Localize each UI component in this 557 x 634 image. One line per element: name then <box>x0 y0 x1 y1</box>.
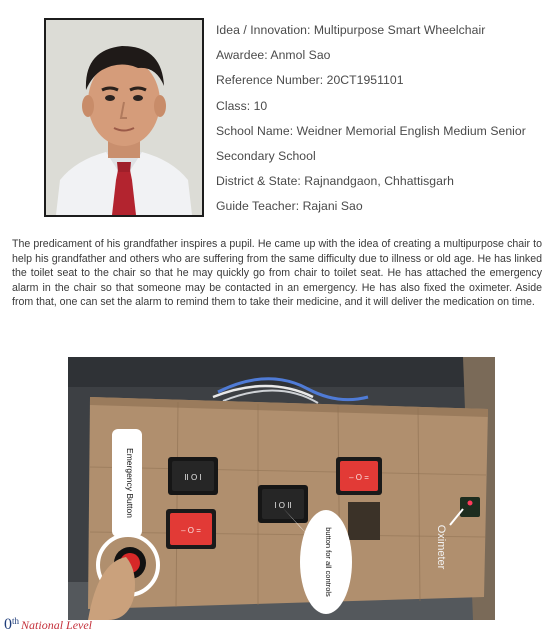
oximeter-label: Oximeter <box>435 524 447 570</box>
switch-label-3: – O = <box>349 473 369 482</box>
switch-label-4: – O = <box>181 526 201 535</box>
student-photo <box>46 20 202 215</box>
awardee-portrait <box>44 18 204 217</box>
prototype-illustration <box>68 357 495 620</box>
guide-line: Guide Teacher: Rajani Sao <box>216 199 363 214</box>
school-line-continued: Secondary School <box>216 148 316 163</box>
district-line: District & State: Rajnandgaon, Chhattisgarh <box>216 174 454 189</box>
switch-label-2: I O II <box>274 501 292 510</box>
controls-label: button for all controls <box>324 527 333 597</box>
footer-script-text: National Level <box>21 618 93 632</box>
idea-line: Idea / Innovation: Multipurpose Smart Wheelchair <box>216 23 486 37</box>
innovation-summary: The predicament of his grandfather inspires a pupil. He came up with the idea of creating a multipurpose chair to help his grandfather and others who are suffering from the same difficulty due to illness or old age. He has linked the toilet seat to the chair so that he may quickly go from chair to toilet seat. He has attached the emergency alarm in the chair so that someone may be contacted in an emergency. He has also fixed the oximeter. Aside from that, one can set the alarm to remind them to take their medicine, and it will deliver the medication on time. <box>12 238 542 309</box>
switch-label-1: II O I <box>184 473 202 482</box>
reference-line: Reference Number: 20CT1951101 <box>216 73 404 88</box>
awardee-details <box>216 18 551 220</box>
emergency-label: Emergency Button <box>125 448 135 518</box>
prototype-photo <box>68 357 495 620</box>
class-line: Class: 10 <box>216 98 268 113</box>
footer-award-title <box>4 616 92 634</box>
school-line: School Name: Weidner Memorial English Medium Senior <box>216 123 526 138</box>
footer-number: 0 <box>4 616 12 633</box>
awardee-line: Awardee: Anmol Sao <box>216 48 331 63</box>
footer-superscript: th <box>12 616 20 626</box>
